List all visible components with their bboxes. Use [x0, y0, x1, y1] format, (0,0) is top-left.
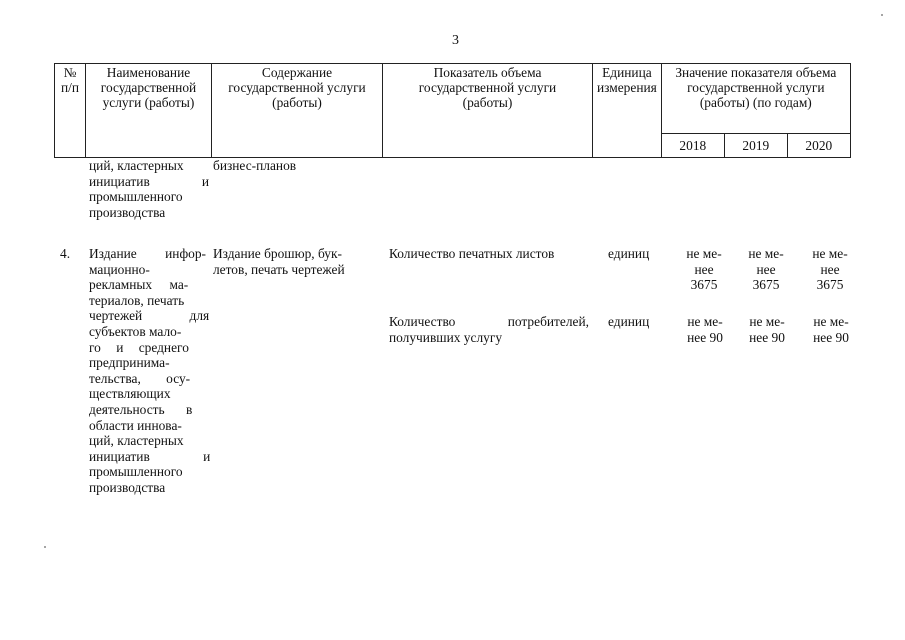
scan-speck [44, 546, 46, 548]
row4-number: 4. [60, 246, 71, 261]
indicator-2-name [389, 314, 589, 345]
text-line: тельства, осу- [89, 370, 191, 386]
text-line: ций, кластерных [89, 433, 184, 449]
text-line: териалов, печать [89, 292, 185, 308]
header-year-2019: 2019 [724, 133, 787, 157]
text-line: промышленного [89, 464, 183, 480]
text-line: деятельность в [89, 401, 193, 417]
text-line: промышленного [89, 189, 183, 205]
text-line: Количество потребителей, [389, 314, 589, 329]
header-number: № п/п [60, 65, 80, 95]
header-content-cell [212, 64, 383, 158]
header-year-2020: 2020 [787, 133, 850, 157]
indicator-1-name [389, 246, 589, 262]
indicator-2-value-2020: не ме- нее 90 [813, 314, 849, 345]
indicator-1-value-2020: не ме- нее 3675 [812, 246, 848, 293]
continuation-content [213, 158, 373, 174]
indicator-2-unit: единиц [608, 314, 650, 329]
text-line: Количество печатных листов [389, 246, 555, 261]
continuation-service-name [89, 158, 209, 220]
header-content: Содержание государственной услуги (работы) [228, 65, 366, 110]
row4-service-name [89, 246, 211, 496]
page-number: 3 [452, 33, 459, 48]
header-value-cell [661, 64, 850, 134]
text-line: получивших услугу [389, 329, 503, 345]
indicator-1-value-2019: не ме- нее 3675 [748, 246, 784, 293]
text-line: летов, печать чертежей [213, 261, 345, 277]
header-unit: Единица измерения [597, 65, 657, 95]
text-line: Издание инфор- [89, 246, 206, 261]
text-line: бизнес-планов [213, 158, 297, 173]
header-service-name-cell [86, 64, 212, 158]
text-line: инициатив и [89, 173, 209, 189]
text-line: инициатив и [89, 448, 211, 464]
text-line: субъектов мало- [89, 323, 182, 339]
text-line: мационно- [89, 261, 150, 277]
header-indicator: Показатель объема государственной услуги (работы) [418, 65, 557, 110]
text-line: рекламных ма- [89, 277, 189, 293]
header-number-cell [55, 64, 86, 158]
indicator-2-value-2019: не ме- нее 90 [749, 314, 785, 345]
header-value: Значение показателя объема государственной услуги (работы) (по годам) [675, 65, 837, 110]
row4-content [213, 246, 373, 277]
indicator-1-value-2018: не ме- нее 3675 [686, 246, 722, 293]
text-line: го и среднего [89, 339, 189, 355]
header-service-name: Наименование государственной услуги (работы) [100, 65, 197, 110]
header-year-2018: 2018 [661, 133, 724, 157]
text-line: предпринима- [89, 355, 170, 371]
scan-speck [881, 14, 883, 16]
header-unit-cell [593, 64, 662, 158]
text-line: чертежей для [89, 308, 210, 324]
text-line: производства [89, 479, 166, 495]
text-line: области иннова- [89, 417, 182, 433]
text-line: производства [89, 204, 166, 220]
header-indicator-cell [383, 64, 593, 158]
text-line: Издание брошюр, бук- [213, 246, 342, 261]
text-line: ций, кластерных [89, 158, 184, 173]
indicator-1-unit: единиц [608, 246, 650, 261]
text-line: ществляющих [89, 386, 171, 402]
table-header [54, 63, 851, 158]
indicator-2-value-2018: не ме- нее 90 [687, 314, 723, 345]
